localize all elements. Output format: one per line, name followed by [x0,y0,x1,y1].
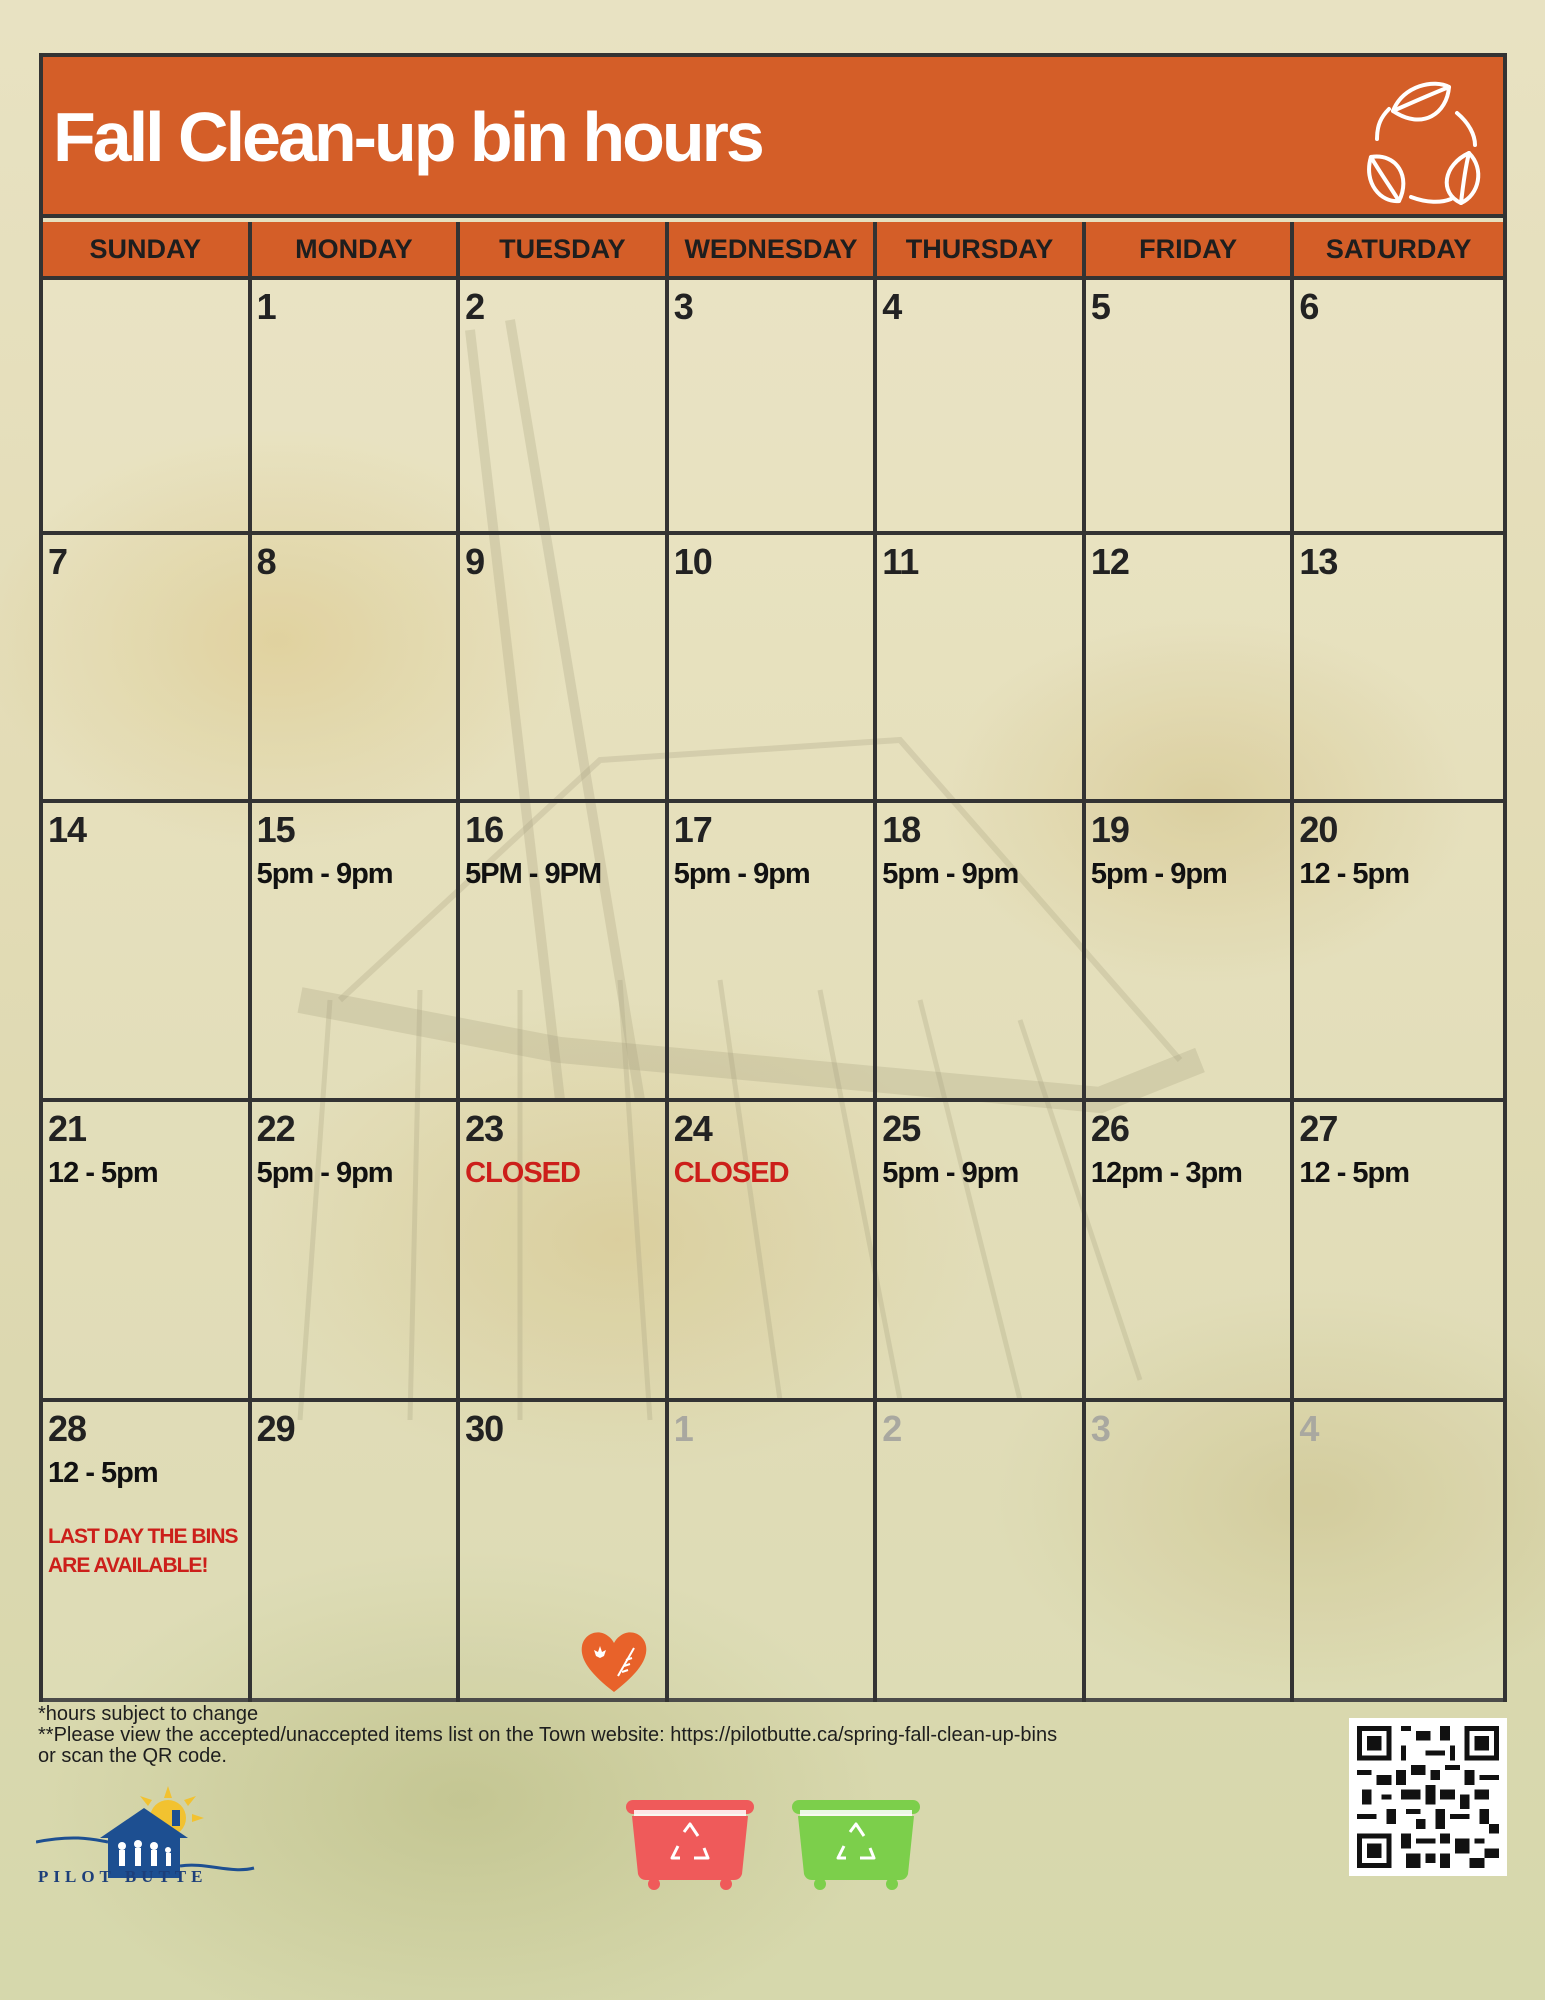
red-bin-icon [624,1796,756,1890]
day-header-sunday: SUNDAY [43,222,252,276]
day-number: 30 [465,1408,504,1449]
calendar-day-cell [669,803,878,1098]
calendar-day-cell [1086,1402,1295,1702]
bin-hours: 12pm - 3pm [1090,1156,1242,1189]
page-title: Fall Clean-up bin hours [53,98,762,176]
day-number: 27 [1299,1108,1338,1149]
calendar-grid [43,280,1503,1702]
calendar-day-cell [877,535,1086,799]
title-bar [43,57,1503,218]
calendar-day-cell [877,1102,1086,1398]
calendar-day-cell [43,280,252,531]
day-number: 3 [1090,1408,1110,1449]
hours-disclaimer: *hours subject to change [38,1703,259,1725]
calendar-day-cell [1086,280,1295,531]
calendar-day-cell [252,1102,461,1398]
bin-hours: 12 - 5pm [1299,1156,1410,1189]
day-number: 7 [48,541,68,582]
day-number: 10 [673,541,712,582]
bin-hours: 12 - 5pm [48,1156,158,1189]
day-number: 12 [1090,541,1129,582]
bin-hours: 12 - 5pm [48,1456,158,1489]
calendar-day-cell [669,280,878,531]
calendar-day-cell [877,803,1086,1098]
bin-hours: 12 - 5pm [1299,857,1410,890]
day-number: 1 [673,1408,693,1449]
day-number: 2 [465,286,485,327]
day-header-row [43,222,1503,280]
calendar-day-cell [43,1402,252,1702]
day-number: 25 [882,1108,921,1149]
day-number: 22 [256,1108,295,1149]
day-header-friday: FRIDAY [1086,222,1295,276]
calendar-week-row [43,535,1503,803]
day-number: 17 [673,809,712,850]
calendar-day-cell [1086,1102,1295,1398]
day-number: 24 [673,1108,712,1149]
day-header-thursday: THURSDAY [877,222,1086,276]
calendar-day-cell [252,280,461,531]
calendar-day-cell [1294,1102,1503,1398]
day-number: 11 [882,541,919,582]
closed-label: CLOSED [465,1156,580,1189]
calendar-day-cell [460,535,669,799]
calendar-week-row [43,280,1503,535]
day-number: 2 [882,1408,902,1449]
calendar-week-row [43,1402,1503,1702]
bin-hours: 5pm - 9pm [256,1156,393,1189]
calendar-day-cell [460,1402,669,1702]
last-day-note: LAST DAY THE BINS ARE AVAILABLE! [48,1524,238,1578]
calendar-day-cell [669,535,878,799]
calendar-day-cell [1294,803,1503,1098]
calendar-day-cell [669,1402,878,1702]
calendar-day-cell [43,803,252,1098]
calendar-day-cell [460,803,669,1098]
qr-code-note: or scan the QR code. [38,1745,227,1767]
day-number: 16 [465,809,504,850]
day-number: 15 [256,809,295,850]
day-number: 28 [48,1408,87,1449]
calendar-day-cell [252,535,461,799]
day-header-wednesday: WEDNESDAY [669,222,878,276]
calendar-week-row [43,1102,1503,1402]
green-bin-icon [790,1796,922,1890]
bin-hours: 5pm - 9pm [1090,857,1227,890]
canada-heart-icon [578,1626,650,1696]
day-number: 19 [1090,809,1129,850]
recycle-leaves-icon [1353,73,1487,207]
logo-text: PILOT BUTTE [38,1867,208,1886]
calendar-day-cell [1086,803,1295,1098]
bin-hours: 5pm - 9pm [256,857,393,890]
calendar-day-cell [877,1402,1086,1702]
day-number: 23 [465,1108,504,1149]
calendar-day-cell [43,535,252,799]
day-number: 9 [465,541,485,582]
day-number: 18 [882,809,921,850]
calendar-week-row [43,803,1503,1102]
day-header-saturday: SATURDAY [1294,222,1503,276]
calendar-day-cell [1086,535,1295,799]
day-header-monday: MONDAY [252,222,461,276]
qr-code-icon[interactable] [1349,1718,1507,1876]
calendar-day-cell [252,1402,461,1702]
footer-notes [38,1704,1338,1767]
day-number: 5 [1090,286,1110,327]
day-number: 13 [1299,541,1338,582]
day-number: 4 [1299,1408,1319,1449]
calendar [39,53,1507,1702]
calendar-day-cell [1294,1402,1503,1702]
closed-label: CLOSED [673,1156,789,1189]
bin-hours: 5pm - 9pm [673,857,810,890]
day-number: 6 [1299,286,1319,327]
calendar-day-cell [1294,280,1503,531]
day-number: 8 [256,541,276,582]
day-number: 14 [48,809,87,850]
day-number: 3 [673,286,693,327]
items-list-note: **Please view the accepted/unaccepted items list on the Town website: https://pilotbutte.ca/spring-fall-clean-up-bins [38,1724,1058,1746]
calendar-day-cell [43,1102,252,1398]
bin-hours: 5PM - 9PM [465,857,602,890]
bin-hours: 5pm - 9pm [882,857,1019,890]
day-number: 26 [1090,1108,1129,1149]
day-number: 1 [256,286,276,327]
calendar-day-cell [460,280,669,531]
day-number: 29 [256,1408,295,1449]
calendar-day-cell [669,1102,878,1398]
bin-hours: 5pm - 9pm [882,1156,1019,1189]
day-header-tuesday: TUESDAY [460,222,669,276]
day-number: 4 [882,286,902,327]
calendar-day-cell [877,280,1086,531]
calendar-day-cell [460,1102,669,1398]
calendar-day-cell [252,803,461,1098]
day-number: 21 [48,1108,87,1149]
calendar-day-cell [1294,535,1503,799]
day-number: 20 [1299,809,1338,850]
